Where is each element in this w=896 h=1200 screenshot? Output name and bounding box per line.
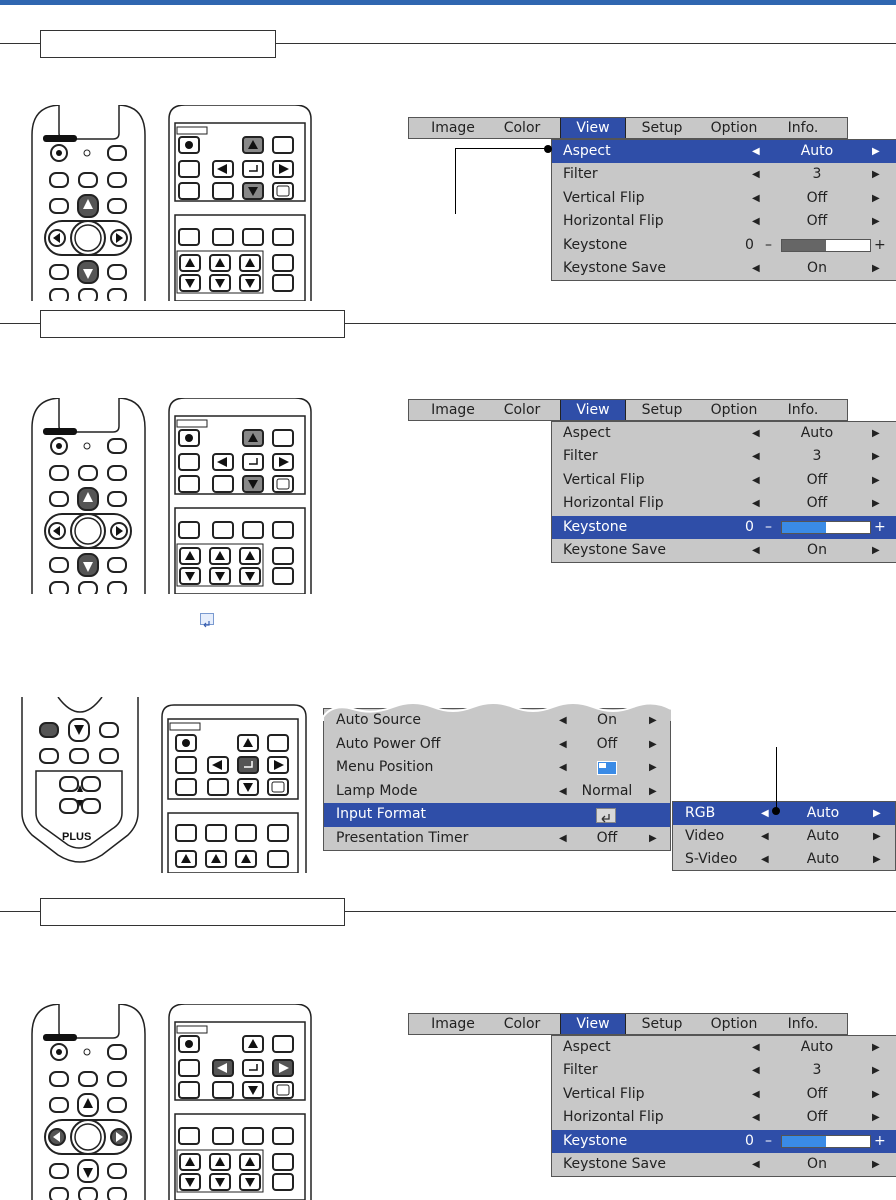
tab-color[interactable]: Color	[503, 1016, 541, 1032]
menu-row-lamp-mode[interactable]	[324, 780, 670, 804]
left-arrow-icon[interactable]: ◀	[752, 1112, 760, 1124]
submenu-row-rgb[interactable]	[673, 802, 895, 825]
right-arrow-icon[interactable]: ▶	[872, 1088, 880, 1100]
right-arrow-icon[interactable]: ▶	[873, 854, 881, 865]
tab-image[interactable]: Image	[431, 120, 475, 136]
row-label: Keystone	[563, 518, 628, 535]
tab-view[interactable]: View	[560, 400, 626, 420]
row-value: Auto	[800, 1039, 834, 1055]
row-label: Menu Position	[336, 759, 434, 775]
menu-position-icon	[597, 761, 617, 775]
left-arrow-icon[interactable]: ◀	[752, 1088, 760, 1100]
keystone-minus: –	[765, 518, 772, 535]
right-arrow-icon[interactable]: ▶	[872, 1042, 880, 1053]
menu-row-horizontal-flip[interactable]	[552, 492, 896, 515]
keystone-value: 0	[745, 518, 754, 535]
menu-row-horizontal-flip[interactable]	[552, 1106, 896, 1129]
row-value: Off	[806, 213, 828, 230]
keystone-value: 0	[745, 1132, 754, 1149]
tab-setup[interactable]: Setup	[641, 120, 683, 136]
left-arrow-icon[interactable]: ◀	[752, 451, 760, 463]
tab-color[interactable]: Color	[503, 120, 541, 136]
keystone-slider-fill	[782, 522, 826, 533]
menu-tab-bar	[408, 1013, 848, 1035]
row-label: Aspect	[563, 1039, 611, 1055]
keystone-value: 0	[745, 236, 754, 253]
row-label: Auto Power Off	[336, 735, 441, 752]
row-label: S-Video	[685, 851, 738, 867]
tab-image[interactable]: Image	[431, 402, 475, 418]
menu-row-vertical-flip[interactable]	[552, 469, 896, 492]
left-arrow-icon[interactable]: ◀	[752, 1158, 760, 1170]
tab-option[interactable]: Option	[710, 120, 758, 136]
section-label-box-2	[40, 310, 345, 338]
row-label: Aspect	[563, 143, 611, 159]
row-value: 3	[812, 166, 822, 183]
right-arrow-icon[interactable]: ▶	[872, 146, 880, 157]
tab-color[interactable]: Color	[503, 402, 541, 418]
menu-row-aspect[interactable]	[552, 140, 896, 163]
menu-row-keystone[interactable]	[552, 1130, 896, 1153]
remote-illustration-4	[27, 1004, 317, 1200]
left-arrow-icon[interactable]: ◀	[559, 832, 567, 844]
callout-dot-3	[772, 807, 780, 815]
left-arrow-icon[interactable]: ◀	[752, 1042, 760, 1053]
menu-row-keystone-save[interactable]	[552, 539, 896, 562]
row-label: Keystone Save	[563, 541, 667, 558]
row-value: Auto	[800, 143, 834, 159]
right-arrow-icon[interactable]: ▶	[649, 785, 657, 797]
row-value: 3	[812, 448, 822, 465]
view-menu-2	[408, 399, 896, 564]
left-arrow-icon[interactable]: ◀	[559, 785, 567, 797]
row-label: Filter	[563, 166, 598, 183]
row-label: Horizontal Flip	[563, 1109, 664, 1126]
tab-setup[interactable]: Setup	[641, 402, 683, 418]
left-arrow-icon[interactable]: ◀	[559, 762, 567, 773]
section-label-box-1	[40, 30, 276, 58]
left-arrow-icon[interactable]: ◀	[752, 1065, 760, 1077]
menu-row-vertical-flip[interactable]	[552, 1083, 896, 1106]
row-value: On	[807, 1155, 827, 1172]
row-label: Vertical Flip	[563, 1085, 645, 1102]
tab-setup[interactable]: Setup	[641, 1016, 683, 1032]
right-arrow-icon[interactable]: ▶	[872, 1112, 880, 1124]
submenu-row-s-video[interactable]	[673, 848, 895, 871]
left-arrow-icon[interactable]: ◀	[559, 715, 567, 726]
remote-illustration-2	[27, 398, 317, 594]
tab-option[interactable]: Option	[710, 402, 758, 418]
menu-row-aspect[interactable]	[552, 422, 896, 445]
right-arrow-icon[interactable]: ▶	[649, 762, 657, 773]
right-arrow-icon[interactable]: ▶	[872, 262, 880, 274]
brand-logo: PLUS	[62, 831, 92, 843]
row-label: Keystone Save	[563, 1155, 667, 1172]
right-arrow-icon[interactable]: ▶	[872, 451, 880, 463]
keystone-slider[interactable]	[781, 1135, 871, 1148]
right-arrow-icon[interactable]: ▶	[872, 498, 880, 510]
row-label: Filter	[563, 448, 598, 465]
top-accent-bar	[0, 0, 896, 5]
row-label: Presentation Timer	[336, 829, 469, 846]
left-arrow-icon[interactable]: ◀	[761, 831, 769, 842]
row-value: Off	[806, 495, 828, 512]
keystone-plus: +	[874, 236, 886, 253]
menu-row-presentation-timer[interactable]	[324, 827, 670, 851]
right-arrow-icon[interactable]: ▶	[872, 428, 880, 439]
row-label: Keystone	[563, 236, 628, 253]
right-arrow-icon[interactable]: ▶	[649, 832, 657, 844]
row-label: Keystone Save	[563, 259, 667, 276]
right-arrow-icon[interactable]: ▶	[872, 1158, 880, 1170]
callout-line-horizontal	[455, 148, 547, 149]
menu-row-vertical-flip[interactable]	[552, 187, 896, 210]
row-value: On	[597, 712, 617, 728]
menu-row-keystone[interactable]	[552, 234, 896, 257]
keystone-plus: +	[874, 1132, 886, 1149]
callout-line-3	[776, 747, 777, 811]
callout-dot	[544, 145, 552, 153]
row-value: Off	[806, 471, 828, 488]
menu-row-keystone[interactable]	[552, 516, 896, 539]
menu-row-menu-position[interactable]	[324, 756, 670, 780]
left-arrow-icon[interactable]: ◀	[752, 192, 760, 204]
row-value: Auto	[806, 805, 840, 821]
tab-info[interactable]: Info.	[787, 402, 819, 418]
row-value: On	[807, 541, 827, 558]
menu-row-aspect[interactable]	[552, 1036, 896, 1059]
row-label: Vertical Flip	[563, 189, 645, 206]
view-menu-rows	[551, 139, 896, 281]
tab-info[interactable]: Info.	[787, 1016, 819, 1032]
keystone-slider[interactable]	[781, 239, 871, 252]
option-menu	[323, 708, 671, 851]
keystone-minus: –	[765, 236, 772, 253]
row-value: Off	[596, 735, 618, 752]
left-arrow-icon[interactable]: ◀	[761, 808, 769, 819]
menu-row-filter[interactable]	[552, 1059, 896, 1082]
keystone-slider[interactable]	[781, 521, 871, 534]
row-label: Video	[685, 828, 725, 844]
left-arrow-icon[interactable]: ◀	[752, 169, 760, 181]
left-arrow-icon[interactable]: ◀	[752, 544, 760, 556]
input-format-submenu	[672, 801, 896, 871]
tab-view[interactable]: View	[560, 118, 626, 138]
left-arrow-icon[interactable]: ◀	[752, 216, 760, 228]
row-label: RGB	[685, 805, 716, 821]
view-menu-rows	[551, 1035, 896, 1177]
enter-icon	[596, 808, 616, 823]
row-value: Off	[596, 829, 618, 846]
row-value: Off	[806, 1109, 828, 1126]
menu-row-filter[interactable]	[552, 445, 896, 468]
tab-option[interactable]: Option	[710, 1016, 758, 1032]
menu-row-horizontal-flip[interactable]	[552, 210, 896, 233]
left-arrow-icon[interactable]: ◀	[559, 738, 567, 750]
row-value: Auto	[806, 828, 840, 844]
right-arrow-icon[interactable]: ▶	[649, 715, 657, 726]
right-arrow-icon[interactable]: ▶	[872, 192, 880, 204]
right-arrow-icon[interactable]: ▶	[872, 544, 880, 556]
row-value: Normal	[581, 782, 633, 799]
menu-row-keystone-save[interactable]	[552, 257, 896, 280]
option-menu-rows	[324, 709, 670, 850]
left-arrow-icon[interactable]: ◀	[752, 146, 760, 157]
enter-key-icon	[200, 613, 214, 625]
row-value: Auto	[800, 425, 834, 441]
row-label: Horizontal Flip	[563, 495, 664, 512]
view-menu-1	[408, 117, 896, 282]
keystone-minus: –	[765, 1132, 772, 1149]
left-arrow-icon[interactable]: ◀	[761, 854, 769, 865]
tab-image[interactable]: Image	[431, 1016, 475, 1032]
row-label: Keystone	[563, 1132, 628, 1149]
menu-row-input-format[interactable]	[324, 803, 670, 827]
keystone-slider-fill	[782, 240, 826, 251]
view-menu-4	[408, 1013, 896, 1178]
right-arrow-icon[interactable]: ▶	[873, 808, 881, 819]
right-arrow-icon[interactable]: ▶	[872, 474, 880, 486]
left-arrow-icon[interactable]: ◀	[752, 498, 760, 510]
left-arrow-icon[interactable]: ◀	[752, 474, 760, 486]
row-value: On	[807, 259, 827, 276]
menu-row-keystone-save[interactable]	[552, 1153, 896, 1176]
right-arrow-icon[interactable]: ▶	[873, 831, 881, 842]
row-label: Horizontal Flip	[563, 213, 664, 230]
remote-illustration-1	[27, 105, 317, 301]
right-arrow-icon[interactable]: ▶	[872, 169, 880, 181]
submenu-row-video[interactable]	[673, 825, 895, 848]
row-label: Aspect	[563, 425, 611, 441]
right-arrow-icon[interactable]: ▶	[649, 738, 657, 750]
row-label: Filter	[563, 1062, 598, 1079]
row-label: Lamp Mode	[336, 782, 418, 799]
tab-view[interactable]: View	[560, 1014, 626, 1034]
menu-row-auto-power-off[interactable]	[324, 733, 670, 757]
left-arrow-icon[interactable]: ◀	[752, 428, 760, 439]
menu-tab-bar	[408, 399, 848, 421]
right-arrow-icon[interactable]: ▶	[872, 1065, 880, 1077]
row-value: Off	[806, 1085, 828, 1102]
menu-tab-bar	[408, 117, 848, 139]
row-label: Vertical Flip	[563, 471, 645, 488]
row-value: Off	[806, 189, 828, 206]
remote-illustration-3	[18, 697, 308, 873]
menu-row-auto-source[interactable]	[324, 709, 670, 733]
row-label: Auto Source	[336, 712, 422, 728]
view-menu-rows	[551, 421, 896, 563]
tab-info[interactable]: Info.	[787, 120, 819, 136]
row-value: 3	[812, 1062, 822, 1079]
section-label-box-4	[40, 898, 345, 926]
row-value: Auto	[806, 851, 840, 867]
menu-row-filter[interactable]	[552, 163, 896, 186]
keystone-slider-fill	[782, 1136, 826, 1147]
callout-line-vertical	[455, 148, 456, 214]
row-label: Input Format	[336, 806, 427, 822]
right-arrow-icon[interactable]: ▶	[872, 216, 880, 228]
keystone-plus: +	[874, 518, 886, 535]
left-arrow-icon[interactable]: ◀	[752, 262, 760, 274]
